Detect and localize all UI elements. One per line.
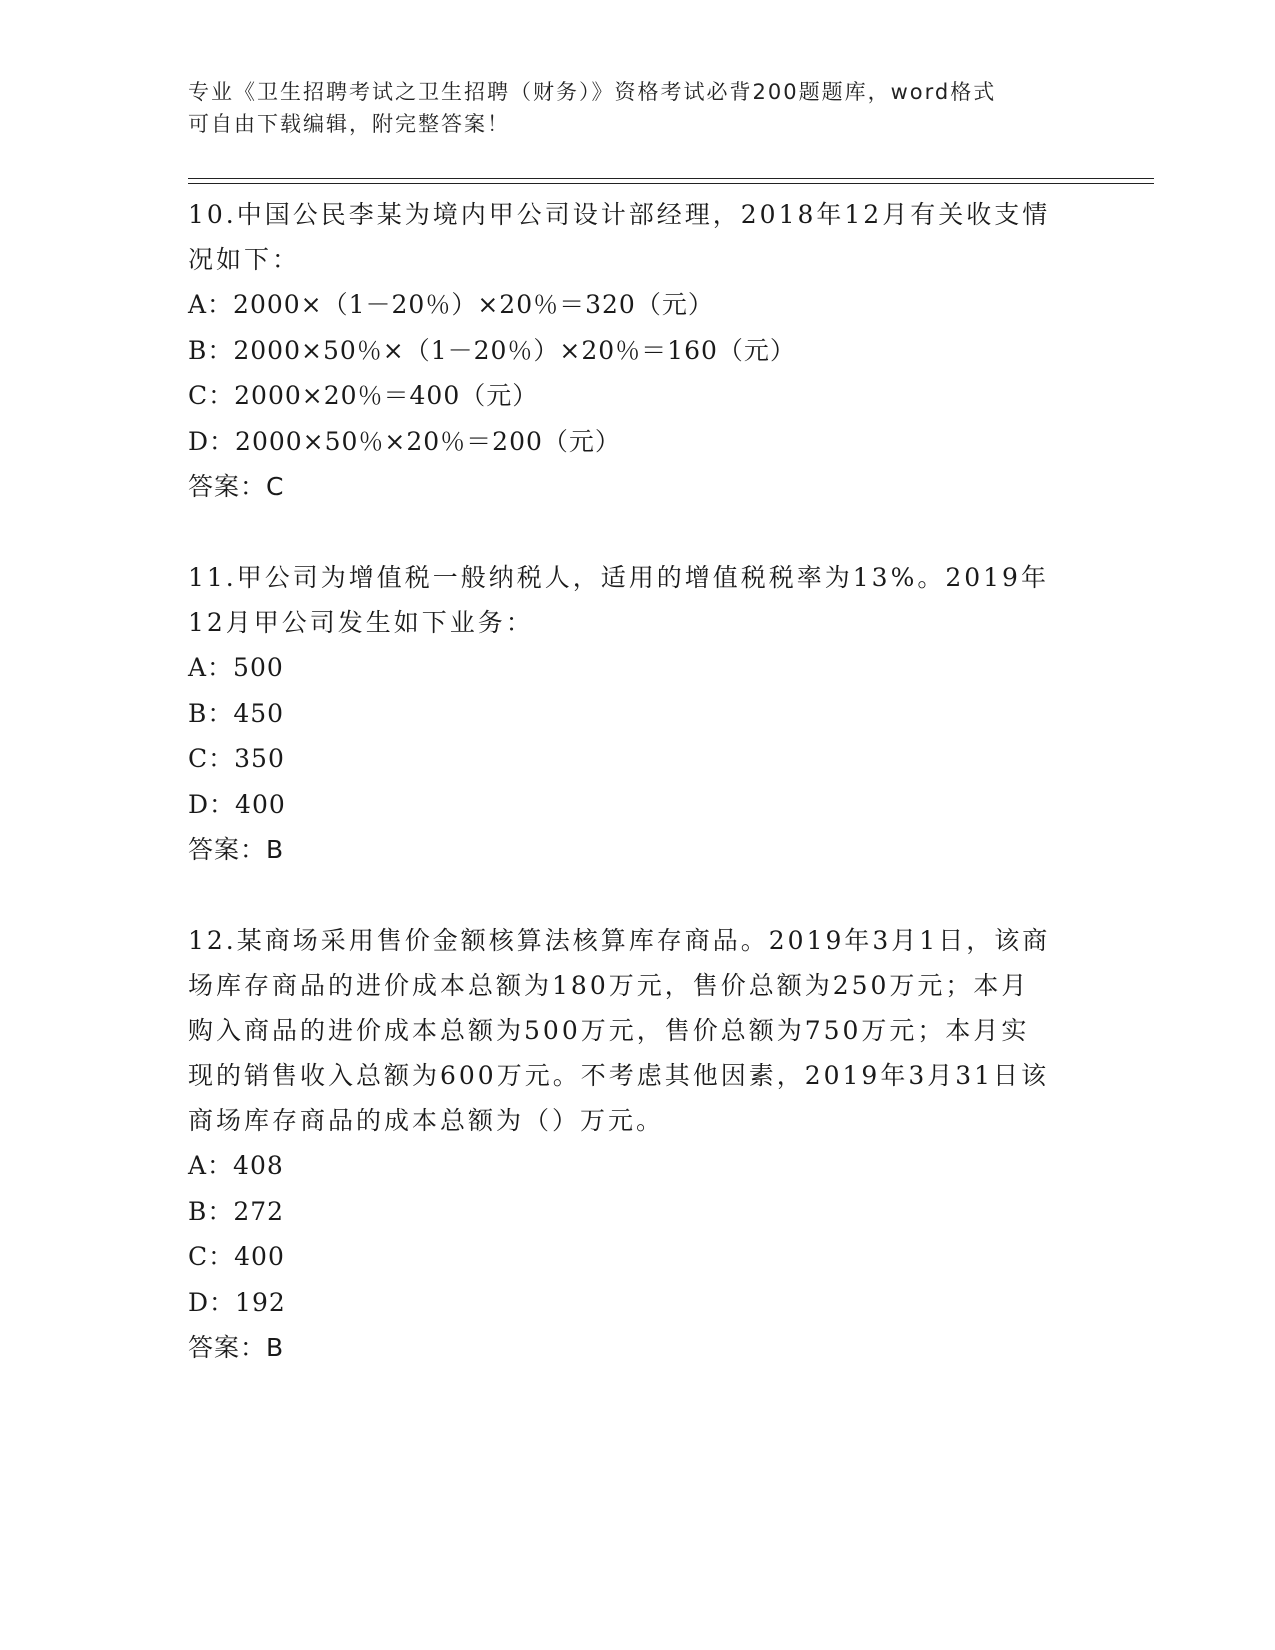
option-d: D：192 <box>188 1287 286 1317</box>
question-text: 商场库存商品的成本总额为（）万元。 <box>188 1106 665 1135</box>
question-text: 11.甲公司为增值税一般纳税人，适用的增值税税率为13%。2019年 <box>188 563 1049 592</box>
question-text: 购入商品的进价成本总额为500万元，售价总额为750万元；本月实 <box>188 1016 1030 1045</box>
header-line: 专业《卫生招聘考试之卫生招聘（财务）》资格考试必背200题题库，word格式 <box>188 80 997 104</box>
question-text: 12月甲公司发生如下业务： <box>188 608 534 637</box>
question-text: 现的销售收入总额为600万元。不考虑其他因素，2019年3月31日该 <box>188 1061 1050 1090</box>
question-10 <box>188 192 1088 509</box>
option-a: A：500 <box>188 653 284 682</box>
header-line: 可自由下载编辑，附完整答案！ <box>188 112 510 136</box>
option-d: D：400 <box>188 789 286 819</box>
option-b: B：2000×50％×（1－20％）×20％＝160（元） <box>188 335 796 365</box>
option-a: A：2000×（1－20％）×20％＝320（元） <box>188 290 714 319</box>
header-divider <box>188 183 1154 184</box>
option-c: C：350 <box>188 744 285 773</box>
answer-text: 答案：B <box>188 835 285 864</box>
question-12 <box>188 918 1088 1370</box>
option-b: B：450 <box>188 698 285 728</box>
option-c: C：2000×20％＝400（元） <box>188 381 539 410</box>
option-d: D：2000×50％×20％＝200（元） <box>188 426 621 456</box>
header-divider <box>188 178 1154 179</box>
option-b: B：272 <box>188 1196 285 1226</box>
question-list <box>188 192 1088 1416</box>
answer-text: 答案：B <box>188 1333 285 1362</box>
question-text: 10.中国公民李某为境内甲公司设计部经理，2018年12月有关收支情 <box>188 200 1051 229</box>
question-text: 况如下： <box>188 245 301 274</box>
option-c: C：400 <box>188 1242 285 1271</box>
question-11 <box>188 555 1088 872</box>
question-text: 场库存商品的进价成本总额为180万元，售价总额为250万元；本月 <box>188 971 1030 1000</box>
answer-text: 答案：C <box>188 472 285 501</box>
document-header <box>188 76 1088 140</box>
option-a: A：408 <box>188 1151 284 1180</box>
question-text: 12.某商场采用售价金额核算法核算库存商品。2019年3月1日，该商 <box>188 926 1051 955</box>
